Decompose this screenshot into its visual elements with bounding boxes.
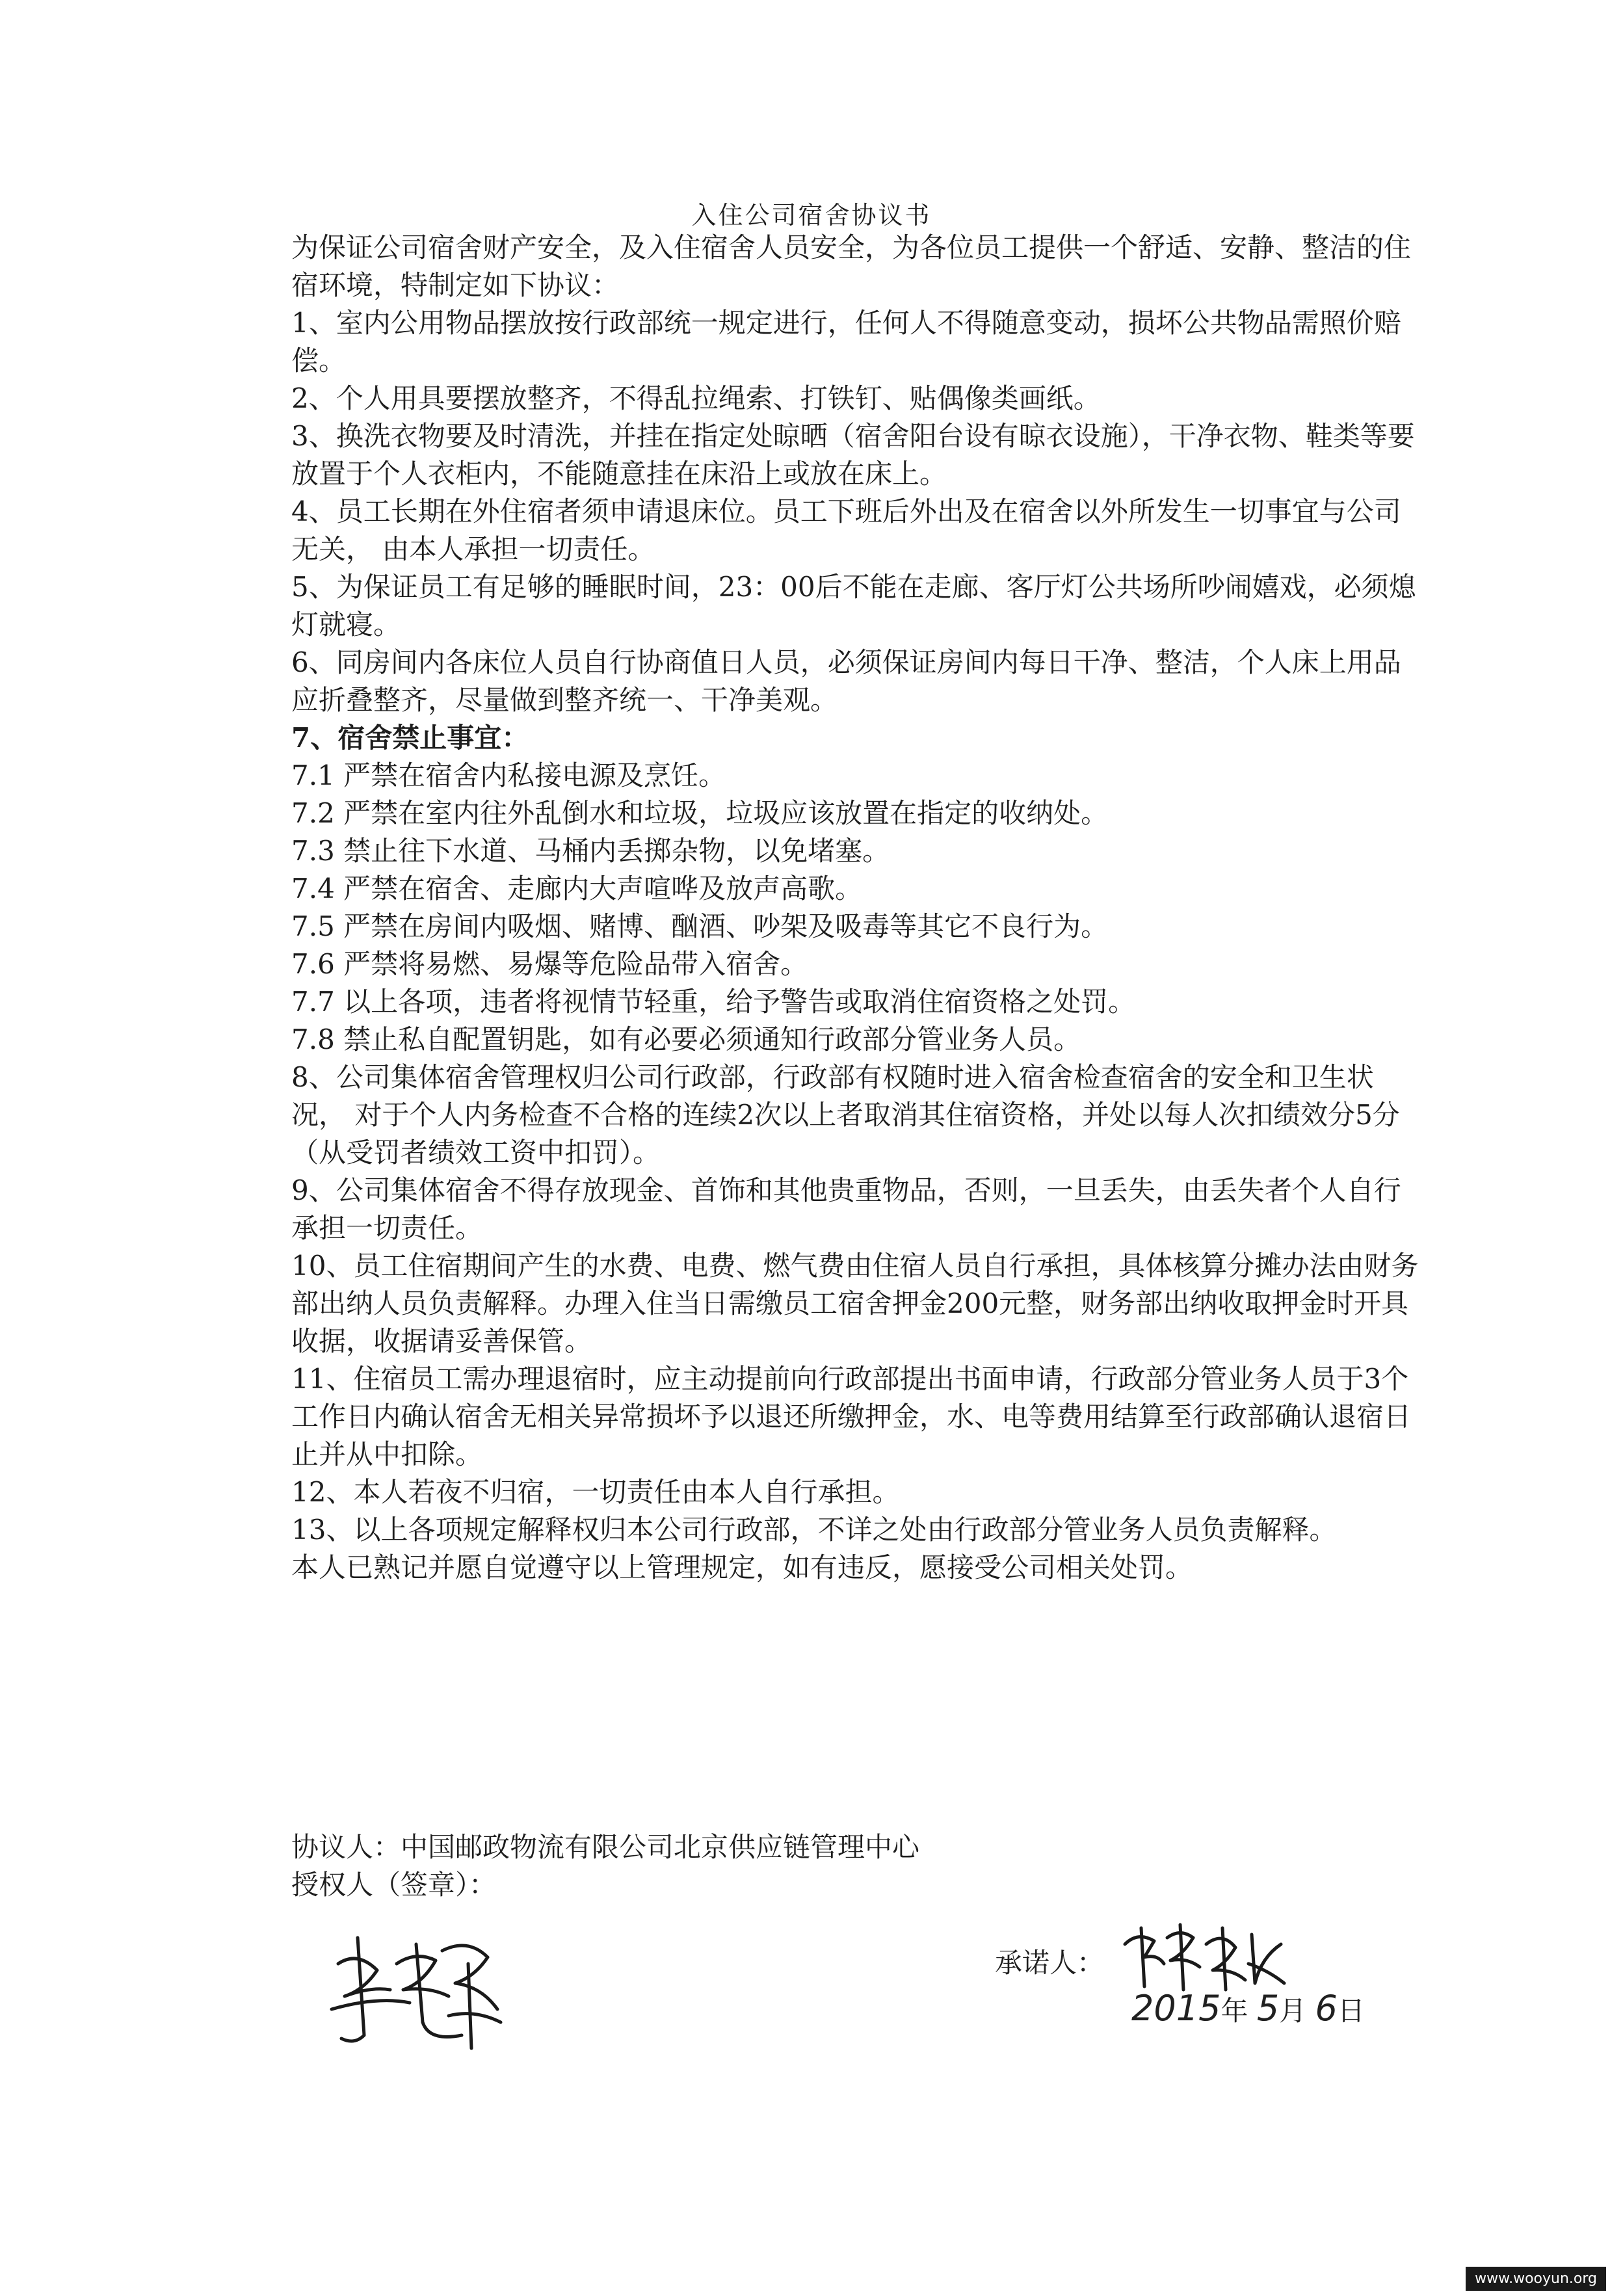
agreement-paragraph: 本人已熟记并愿自觉遵守以上管理规定，如有违反，愿接受公司相关处罚。: [291, 1551, 1193, 1583]
agreement-paragraph: 5、为保证员工有足够的睡眠时间，23：00后不能在走廊、客厅灯公共场所吵闹嬉戏，必须熄灯就寝。: [291, 571, 1416, 640]
date-day: 6: [1315, 1988, 1338, 2029]
agreement-paragraph: 7.1 严禁在宿舍内私接电源及烹饪。: [291, 759, 726, 791]
date-day-unit: 日: [1337, 1995, 1365, 2027]
agreement-paragraph: 为保证公司宿舍财产安全，及入住宿舍人员安全，为各位员工提供一个舒适、安静、整洁的住宿环境，特制定如下协议：: [291, 231, 1412, 301]
agreement-paragraph: 3、换洗衣物要及时清洗，并挂在指定处晾晒（宿舍阳台设有晾衣设施），干净衣物、鞋类等要放置于个人衣柜内，不能随意挂在床沿上或放在床上。: [291, 420, 1415, 490]
party-label: 协议人：中国邮政物流有限公司北京供应链管理中心: [291, 1831, 920, 1863]
agreement-paragraph: 10、员工住宿期间产生的水费、电费、燃气费由住宿人员自行承担，具体核算分摊办法由财务部出纳人员负责解释。办理入住当日需缴员工宿舍押金200元整，财务部出纳收取押金时开具收据，收据请妥善保管。: [291, 1250, 1419, 1357]
signoff-block: [291, 1828, 1423, 1904]
agreement-paragraph: 8、公司集体宿舍管理权归公司行政部，行政部有权随时进入宿舍检查宿舍的安全和卫生状况， 对于个人内务检查不合格的连续2次以上者取消其住宿资格，并处以每人次扣绩效分5分（从受罚者绩效工资中扣罚）。: [291, 1061, 1400, 1168]
authorized-signature: [319, 1925, 514, 2055]
agreement-paragraph: 1、室内公用物品摆放按行政部统一规定进行，任何人不得随意变动，损坏公共物品需照价赔偿。: [291, 307, 1401, 376]
agreement-paragraph: 7.6 严禁将易燃、易爆等危险品带入宿舍。: [291, 948, 808, 980]
agreement-paragraph: 7、宿舍禁止事宜：: [291, 722, 529, 754]
agreement-body: [291, 229, 1423, 1587]
agreement-paragraph: 7.8 禁止私自配置钥匙，如有必要必须通知行政部分管业务人员。: [291, 1023, 1081, 1055]
document-title: 入住公司宿舍协议书: [691, 201, 932, 230]
agreement-paragraph: 9、公司集体宿舍不得存放现金、首饰和其他贵重物品，否则，一旦丢失，由丢失者个人自行承担一切责任。: [291, 1174, 1401, 1244]
date-month: 5: [1256, 1988, 1280, 2029]
date-year-unit: 年: [1221, 1995, 1248, 2027]
promisor-label: 承诺人：: [995, 1947, 1105, 1979]
watermark-link: www.wooyun.org: [1466, 2267, 1606, 2291]
agreement-paragraph: 7.2 严禁在室内往外乱倒水和垃圾，垃圾应该放置在指定的收纳处。: [291, 797, 1109, 829]
promisor-signature: [1118, 1918, 1287, 1996]
agreement-paragraph: 2、个人用具要摆放整齐，不得乱拉绳索、打铁钉、贴偶像类画纸。: [291, 382, 1101, 414]
agreement-paragraph: 7.5 严禁在房间内吸烟、赌博、酗酒、吵架及吸毒等其它不良行为。: [291, 910, 1109, 942]
signing-date: [1131, 1990, 1365, 2030]
authorized-label: 授权人（签章）：: [291, 1869, 497, 1901]
agreement-paragraph: 7.3 禁止往下水道、马桶内丢掷杂物，以免堵塞。: [291, 835, 890, 867]
agreement-paragraph: 7.7 以上各项，违者将视情节轻重，给予警告或取消住宿资格之处罚。: [291, 986, 1136, 1018]
agreement-paragraph: 12、本人若夜不归宿，一切责任由本人自行承担。: [291, 1476, 900, 1508]
agreement-paragraph: 6、同房间内各床位人员自行协商值日人员，必须保证房间内每日干净、整洁，个人床上用品应折叠整齐，尽量做到整齐统一、干净美观。: [291, 646, 1401, 716]
agreement-paragraph: 7.4 严禁在宿舍、走廊内大声喧哗及放声高歌。: [291, 873, 863, 904]
date-year: 2015: [1131, 1988, 1221, 2029]
agreement-paragraph: 4、员工长期在外住宿者须申请退床位。员工下班后外出及在宿舍以外所发生一切事宜与公司无关， 由本人承担一切责任。: [291, 495, 1401, 565]
agreement-paragraph: 11、住宿员工需办理退宿时，应主动提前向行政部提出书面申请，行政部分管业务人员于3个工作日内确认宿舍无相关异常损坏予以退还所缴押金，水、电等费用结算至行政部确认退宿日止并从中扣除。: [291, 1363, 1412, 1470]
date-month-unit: 月: [1279, 1995, 1307, 2027]
agreement-paragraph: 13、以上各项规定解释权归本公司行政部，不详之处由行政部分管业务人员负责解释。: [291, 1514, 1337, 1546]
